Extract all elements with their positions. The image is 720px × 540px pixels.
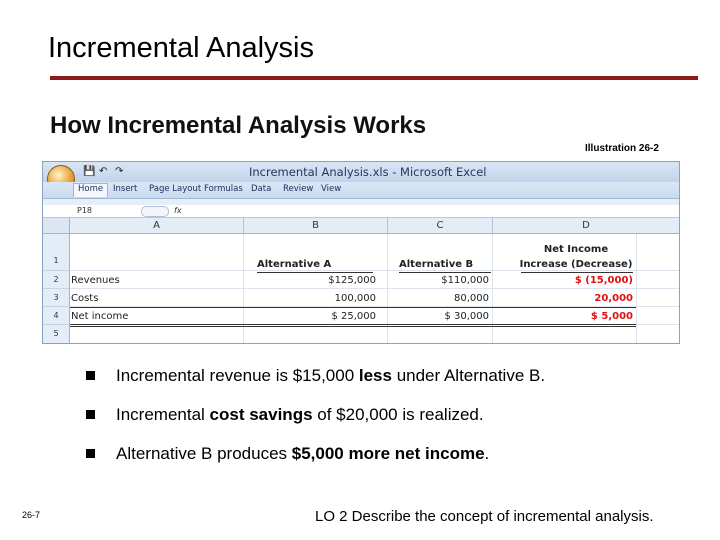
cell-costs-a: 100,000 [334,293,376,304]
title-rule [50,76,698,80]
row-header-1[interactable]: 1 [43,234,70,271]
column-header-a[interactable]: A [70,218,244,234]
slide-title: Incremental Analysis [48,32,314,64]
tab-view[interactable]: View [321,184,342,194]
fx-icon[interactable]: fx [174,206,182,215]
bullet-marker-icon [86,410,95,419]
column-header-d[interactable]: D [493,218,680,234]
header-alternative-b: Alternative B [399,259,474,270]
cell-label-revenues: Revenues [71,275,120,286]
tab-review[interactable]: Review [283,184,314,194]
row-header-2[interactable]: 2 [43,271,70,289]
save-icon[interactable]: 💾 [83,166,96,177]
cell-costs-b: 80,000 [454,293,489,304]
name-box[interactable]: P18 [77,206,93,215]
spreadsheet-grid [43,218,679,343]
header-alternative-a: Alternative A [257,259,332,270]
cell-label-net-income: Net income [71,311,129,322]
tab-page-layout[interactable]: Page Layout [149,184,202,194]
window-title: Incremental Analysis.xls - Microsoft Excel [249,165,487,179]
row-header-5[interactable]: 5 [43,325,70,344]
bullet-marker-icon [86,371,95,380]
header-net-income: Net Income [543,244,609,255]
column-header-b[interactable]: B [244,218,388,234]
header-increase-decrease: Increase (Decrease) [519,259,633,270]
row-header-4[interactable]: 4 [43,307,70,325]
tab-home[interactable]: Home [73,183,108,197]
cell-revenues-a: $125,000 [328,275,376,286]
cell-net-income-diff: $ 5,000 [590,311,633,322]
ribbon-tabs [43,182,679,199]
slide-subtitle: How Incremental Analysis Works [50,112,427,139]
learning-objective: LO 2 Describe the concept of incremental analysis. [315,508,654,525]
cell-net-income-b: $ 30,000 [444,311,489,322]
illustration-label: Illustration 26-2 [585,143,659,154]
excel-window [42,161,680,344]
tab-formulas[interactable]: Formulas [204,184,243,194]
formula-bar [43,205,679,218]
column-header-c[interactable]: C [388,218,493,234]
excel-title-bar [43,162,679,182]
redo-icon[interactable]: ↷ [115,166,124,177]
bullet-marker-icon [86,449,95,458]
row-header-3[interactable]: 3 [43,289,70,307]
page-number: 26-7 [22,510,41,520]
cell-costs-diff: 20,000 [594,293,633,304]
cell-net-income-a: $ 25,000 [331,311,376,322]
cell-revenues-diff: $ (15,000) [574,275,633,286]
tab-data[interactable]: Data [251,184,272,194]
undo-icon[interactable]: ↶ [99,166,108,177]
select-all-corner[interactable] [43,218,70,234]
tab-insert[interactable]: Insert [113,184,138,194]
cell-revenues-b: $110,000 [441,275,489,286]
cell-label-costs: Costs [71,293,99,304]
formula-controls[interactable] [141,206,169,217]
